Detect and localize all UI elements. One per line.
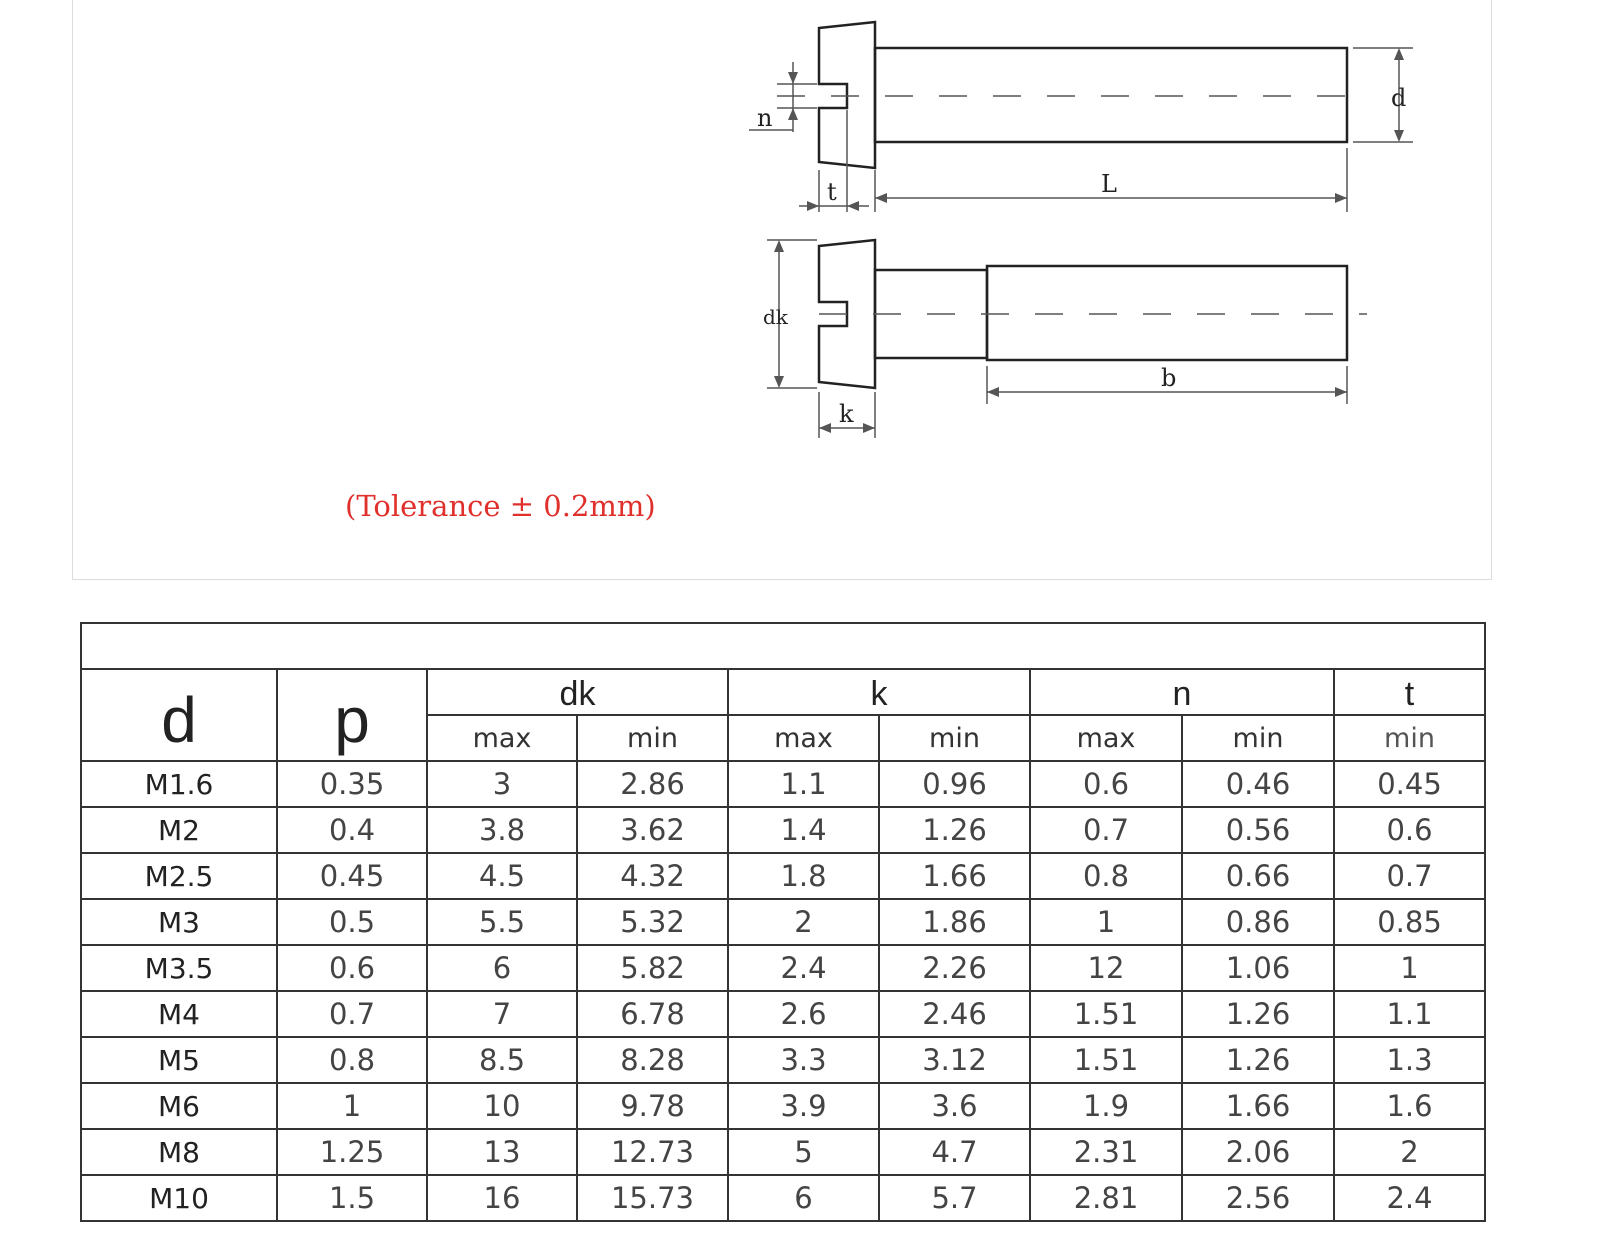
cell-size: M2 [81, 807, 277, 853]
cell-k-min: 1.26 [879, 807, 1030, 853]
table-row [81, 1037, 1485, 1083]
table-caption-cell [81, 623, 1485, 669]
cell-dk-min: 15.73 [577, 1175, 728, 1221]
cell-n-max: 0.7 [1030, 807, 1182, 853]
cell-n-max: 1.51 [1030, 1037, 1182, 1083]
table-row [81, 945, 1485, 991]
cell-t-min: 0.7 [1334, 853, 1485, 899]
dim-label-d: d [1391, 84, 1407, 112]
header-n-min: min [1182, 715, 1334, 761]
cell-n-min: 0.66 [1182, 853, 1334, 899]
cell-n-max: 1 [1030, 899, 1182, 945]
cell-t-min: 1.6 [1334, 1083, 1485, 1129]
cell-size: M3.5 [81, 945, 277, 991]
cell-dk-min: 3.62 [577, 807, 728, 853]
spec-table-container [80, 622, 1484, 1222]
cell-size: M3 [81, 899, 277, 945]
cell-dk-min: 4.32 [577, 853, 728, 899]
header-k-min: min [879, 715, 1030, 761]
header-n-max: max [1030, 715, 1182, 761]
cell-n-min: 0.86 [1182, 899, 1334, 945]
cell-k-max: 1.1 [728, 761, 879, 807]
cell-n-min: 1.06 [1182, 945, 1334, 991]
dim-label-n: n [757, 104, 773, 132]
cell-k-min: 1.86 [879, 899, 1030, 945]
cell-pitch: 0.7 [277, 991, 427, 1037]
dim-label-k: k [839, 400, 854, 428]
cell-k-max: 1.8 [728, 853, 879, 899]
screw-technical-drawing [73, 0, 1493, 580]
cell-n-max: 0.6 [1030, 761, 1182, 807]
cell-dk-max: 6 [427, 945, 577, 991]
cell-n-min: 1.66 [1182, 1083, 1334, 1129]
cell-k-min: 2.46 [879, 991, 1030, 1037]
cell-t-min: 0.45 [1334, 761, 1485, 807]
header-d: d [81, 669, 277, 761]
header-dk-max: max [427, 715, 577, 761]
cell-t-min: 2.4 [1334, 1175, 1485, 1221]
cell-pitch: 1.5 [277, 1175, 427, 1221]
table-row [81, 899, 1485, 945]
cell-dk-min: 5.32 [577, 899, 728, 945]
cell-n-max: 2.31 [1030, 1129, 1182, 1175]
cell-pitch: 0.45 [277, 853, 427, 899]
header-dk-min: min [577, 715, 728, 761]
header-k-max: max [728, 715, 879, 761]
cell-k-min: 2.26 [879, 945, 1030, 991]
top-view-screw [819, 22, 1347, 168]
cell-dk-max: 4.5 [427, 853, 577, 899]
cell-n-max: 1.9 [1030, 1083, 1182, 1129]
dim-label-dk: dk [763, 305, 788, 329]
cell-size: M2.5 [81, 853, 277, 899]
dim-label-t: t [827, 178, 837, 206]
cell-dk-max: 16 [427, 1175, 577, 1221]
dim-label-b: b [1161, 364, 1177, 392]
cell-t-min: 0.85 [1334, 899, 1485, 945]
cell-pitch: 0.35 [277, 761, 427, 807]
cell-size: M10 [81, 1175, 277, 1221]
header-dk: dk [427, 669, 728, 715]
cell-k-max: 3.9 [728, 1083, 879, 1129]
cell-dk-max: 5.5 [427, 899, 577, 945]
table-row [81, 807, 1485, 853]
table-header-row-1 [81, 669, 1485, 715]
cell-pitch: 1.25 [277, 1129, 427, 1175]
header-k: k [728, 669, 1030, 715]
cell-n-min: 1.26 [1182, 991, 1334, 1037]
cell-n-min: 2.06 [1182, 1129, 1334, 1175]
cell-n-min: 0.46 [1182, 761, 1334, 807]
cell-n-min: 1.26 [1182, 1037, 1334, 1083]
cell-dk-min: 6.78 [577, 991, 728, 1037]
cell-k-max: 2 [728, 899, 879, 945]
cell-dk-min: 12.73 [577, 1129, 728, 1175]
cell-n-max: 12 [1030, 945, 1182, 991]
cell-dk-max: 8.5 [427, 1037, 577, 1083]
table-row [81, 1083, 1485, 1129]
cell-t-min: 2 [1334, 1129, 1485, 1175]
cell-n-min: 2.56 [1182, 1175, 1334, 1221]
tolerance-note: (Tolerance ± 0.2mm) [345, 489, 656, 523]
cell-k-max: 1.4 [728, 807, 879, 853]
cell-k-min: 5.7 [879, 1175, 1030, 1221]
cell-t-min: 1.3 [1334, 1037, 1485, 1083]
table-row [81, 761, 1485, 807]
cell-k-min: 1.66 [879, 853, 1030, 899]
cell-t-min: 0.6 [1334, 807, 1485, 853]
cell-k-max: 2.4 [728, 945, 879, 991]
cell-pitch: 0.5 [277, 899, 427, 945]
cell-t-min: 1.1 [1334, 991, 1485, 1037]
cell-dk-min: 5.82 [577, 945, 728, 991]
table-row [81, 853, 1485, 899]
screw-shank-top [875, 48, 1347, 142]
cell-k-max: 6 [728, 1175, 879, 1221]
header-n: n [1030, 669, 1334, 715]
cell-n-max: 2.81 [1030, 1175, 1182, 1221]
cell-k-max: 2.6 [728, 991, 879, 1037]
cell-k-max: 5 [728, 1129, 879, 1175]
cell-k-max: 3.3 [728, 1037, 879, 1083]
header-t-min: min [1334, 715, 1485, 761]
cell-k-min: 3.6 [879, 1083, 1030, 1129]
cell-pitch: 1 [277, 1083, 427, 1129]
cell-size: M1.6 [81, 761, 277, 807]
table-caption-row [81, 623, 1485, 669]
cell-dk-max: 3.8 [427, 807, 577, 853]
cell-size: M4 [81, 991, 277, 1037]
cell-dk-max: 3 [427, 761, 577, 807]
cell-dk-min: 9.78 [577, 1083, 728, 1129]
cell-size: M5 [81, 1037, 277, 1083]
header-t: t [1334, 669, 1485, 715]
dim-label-L: L [1101, 170, 1117, 198]
cell-t-min: 1 [1334, 945, 1485, 991]
screw-spec-table [80, 622, 1486, 1222]
cell-pitch: 0.6 [277, 945, 427, 991]
cell-k-min: 0.96 [879, 761, 1030, 807]
cell-k-min: 3.12 [879, 1037, 1030, 1083]
cell-dk-min: 2.86 [577, 761, 728, 807]
screw-threaded-part [987, 266, 1347, 360]
table-row [81, 1129, 1485, 1175]
cell-size: M6 [81, 1083, 277, 1129]
cell-dk-max: 10 [427, 1083, 577, 1129]
cell-dk-min: 8.28 [577, 1037, 728, 1083]
cell-n-max: 0.8 [1030, 853, 1182, 899]
cell-n-max: 1.51 [1030, 991, 1182, 1037]
table-row [81, 1175, 1485, 1221]
screw-drawing-panel [72, 0, 1492, 580]
cell-dk-max: 13 [427, 1129, 577, 1175]
cell-size: M8 [81, 1129, 277, 1175]
cell-n-min: 0.56 [1182, 807, 1334, 853]
header-p: p [277, 669, 427, 761]
cell-k-min: 4.7 [879, 1129, 1030, 1175]
cell-dk-max: 7 [427, 991, 577, 1037]
table-body [81, 761, 1485, 1221]
cell-pitch: 0.8 [277, 1037, 427, 1083]
table-row [81, 991, 1485, 1037]
cell-pitch: 0.4 [277, 807, 427, 853]
